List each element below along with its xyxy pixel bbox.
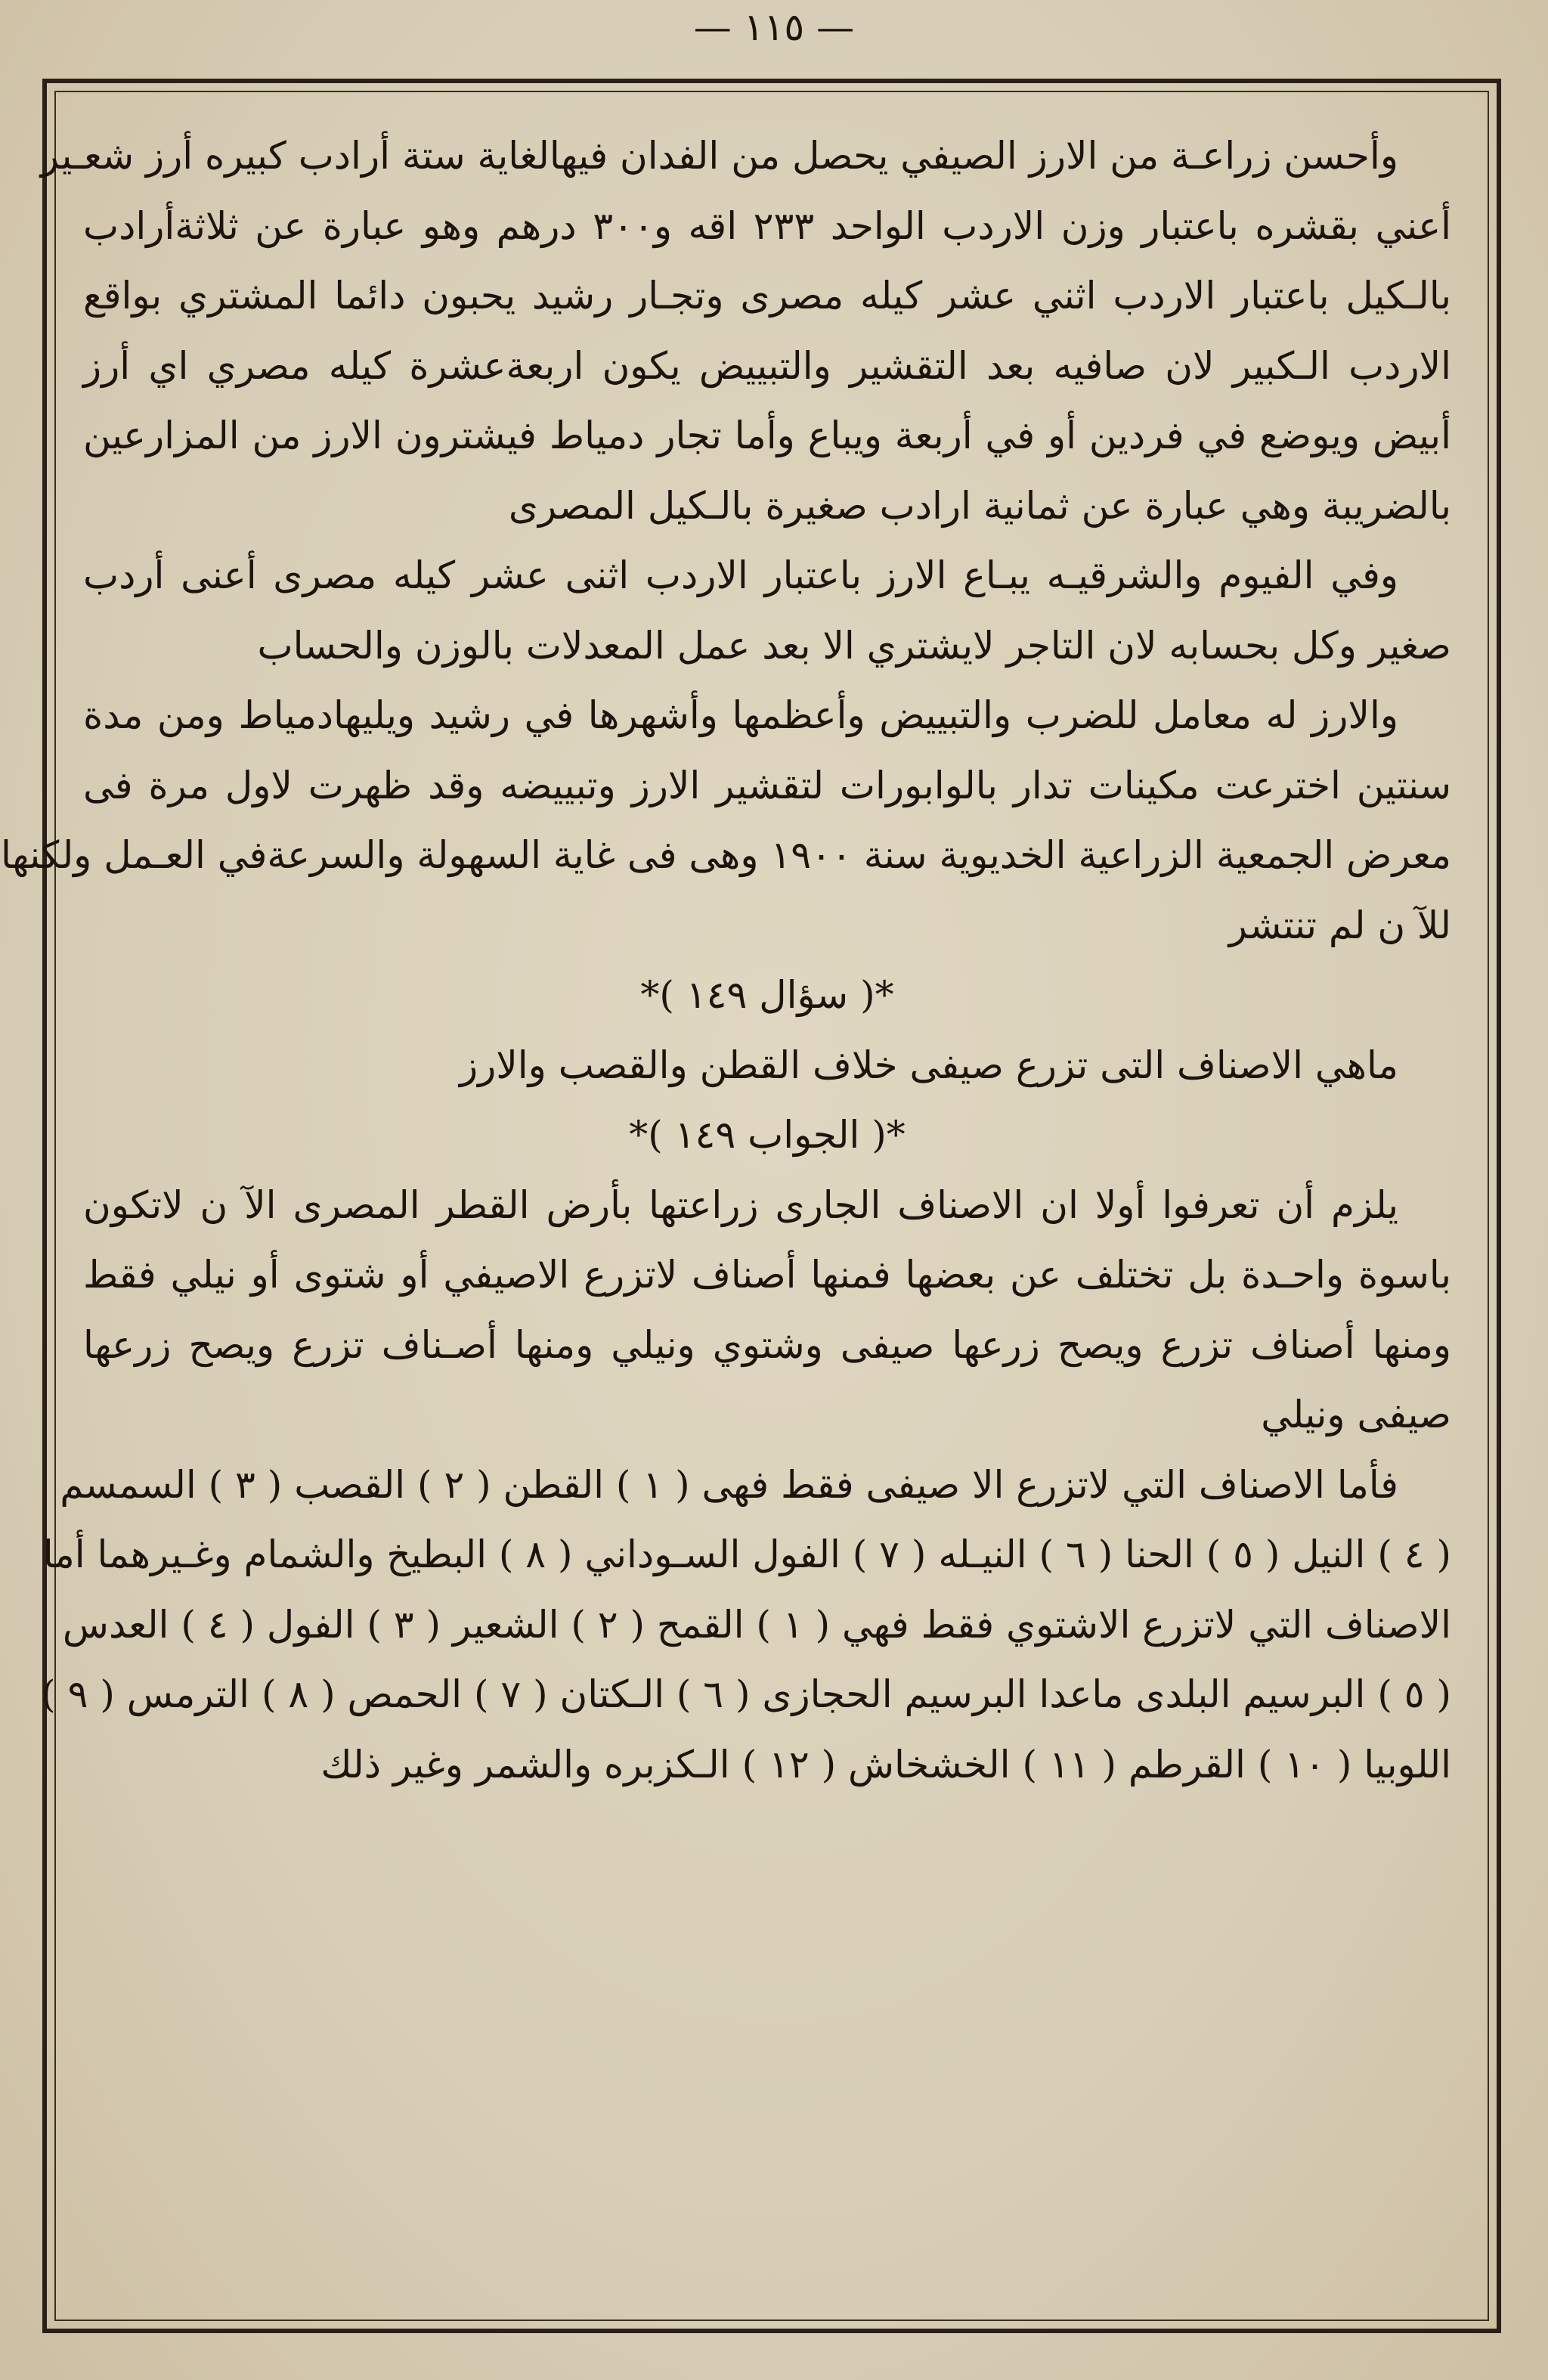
text-line: أبيض ويوضع في فردين أو في أربعة ويباع وأما تجار دمياط فيشترون الارز من المزارعين — [83, 414, 1451, 457]
text-line: وأحسن زراعـة من الارز الصيفي يحصل من الفدان فيهالغاية ستة أرادب كبيره أرز شعـير — [40, 134, 1398, 178]
text-line: وفي الفيوم والشرقيـه يبـاع الارز باعتبار الاردب اثنى عشر كيله مصرى أعنى أردب — [83, 553, 1398, 597]
question-text: ماهي الاصناف التى تزرع صيفى خلاف القطن والقصب والارز — [459, 1043, 1398, 1087]
text-line: بالـكيل باعتبار الاردب اثني عشر كيله مصرى وتجـار رشيد يحبون دائما المشتري بواقع — [83, 274, 1451, 318]
page-body — [0, 121, 1451, 1799]
text-line: اللوبيا ( ١٠ ) القرطم ( ١١ ) الخشخاش ( ١٢ ) الـكزبره والشمر وغير ذلك — [320, 1742, 1451, 1787]
text-line: للآ ن لم تنتشر — [1228, 903, 1451, 947]
text-line: فأما الاصناف التي لاتزرع الا صيفى فقط فهى ( ١ ) القطن ( ٢ ) القصب ( ٣ ) السمسم — [60, 1462, 1398, 1507]
text-line: صغير وكل بحسابه لان التاجر لايشتري الا بعد عمل المعدلات بالوزن والحساب — [257, 623, 1451, 668]
text-line: أعني بقشره باعتبار وزن الاردب الواحد ٢٣٣ اقه و٣٠٠ درهم وهو عبارة عن ثلاثةأرادب — [83, 203, 1451, 248]
text-line: والارز له معامل للضرب والتبييض وأعظمها وأشهرها في رشيد ويليهادمياط ومن مدة — [83, 693, 1398, 737]
answer-heading: *( الجواب ١٤٩ )* — [629, 1113, 906, 1157]
text-line: ( ٥ ) البرسيم البلدى ماعدا البرسيم الحجازى ( ٦ ) الـكتان ( ٧ ) الحمص ( ٨ ) الترمس ( ٩ ) — [41, 1672, 1451, 1716]
text-line: بالضريبة وهي عبارة عن ثمانية ارادب صغيرة بالـكيل المصرى — [508, 483, 1451, 528]
paragraph-rice-mills — [0, 680, 1451, 960]
text-line: يلزم أن تعرفوا أولا ان الاصناف الجارى زراعتها بأرض القطر المصرى الآ ن لاتكون — [83, 1182, 1398, 1227]
text-line: معرض الجمعية الزراعية الخديوية سنة ١٩٠٠ وهى فى غاية السهولة والسرعةفي العـمل ولكنها — [0, 833, 1451, 877]
text-line: سنتين اخترعت مكينات تدار بالوابورات لتقشير الارز وتبييضه وقد ظهرت لاول مرة فى — [83, 763, 1451, 807]
text-line: ( ٤ ) النيل ( ٥ ) الحنا ( ٦ ) النيـله ( ٧ ) الفول السـوداني ( ٨ ) البطيخ والشمام وغـيرهما أما — [42, 1532, 1451, 1576]
answer-paragraph-intro — [83, 1170, 1451, 1450]
paragraph-rice-yield — [40, 121, 1451, 541]
question-heading: *( سؤال ١٤٩ )* — [640, 973, 894, 1017]
page-number: — ١١٥ — — [693, 5, 855, 49]
text-line: الاصناف التي لاتزرع الاشتوي فقط فهي ( ١ ) القمح ( ٢ ) الشعير ( ٣ ) الفول ( ٤ ) العدس — [62, 1602, 1451, 1647]
text-line: صيفى ونيلي — [1261, 1393, 1451, 1436]
text-line: ومنها أصناف تزرع ويصح زرعها صيفى وشتوي ونيلي ومنها أصـناف تزرع ويصح زرعها — [83, 1322, 1451, 1367]
text-line: الاردب الـكبير لان صافيه بعد التقشير والتبييض يكون اربعةعشرة كيله مصري اي أرز — [83, 343, 1451, 388]
text-line: باسوة واحـدة بل تختلف عن بعضها فمنها أصناف لاتزرع الاصيفي أو شتوى أو نيلي فقط — [83, 1253, 1451, 1297]
paragraph-fayoum — [83, 541, 1451, 680]
answer-paragraph-list — [41, 1450, 1451, 1800]
